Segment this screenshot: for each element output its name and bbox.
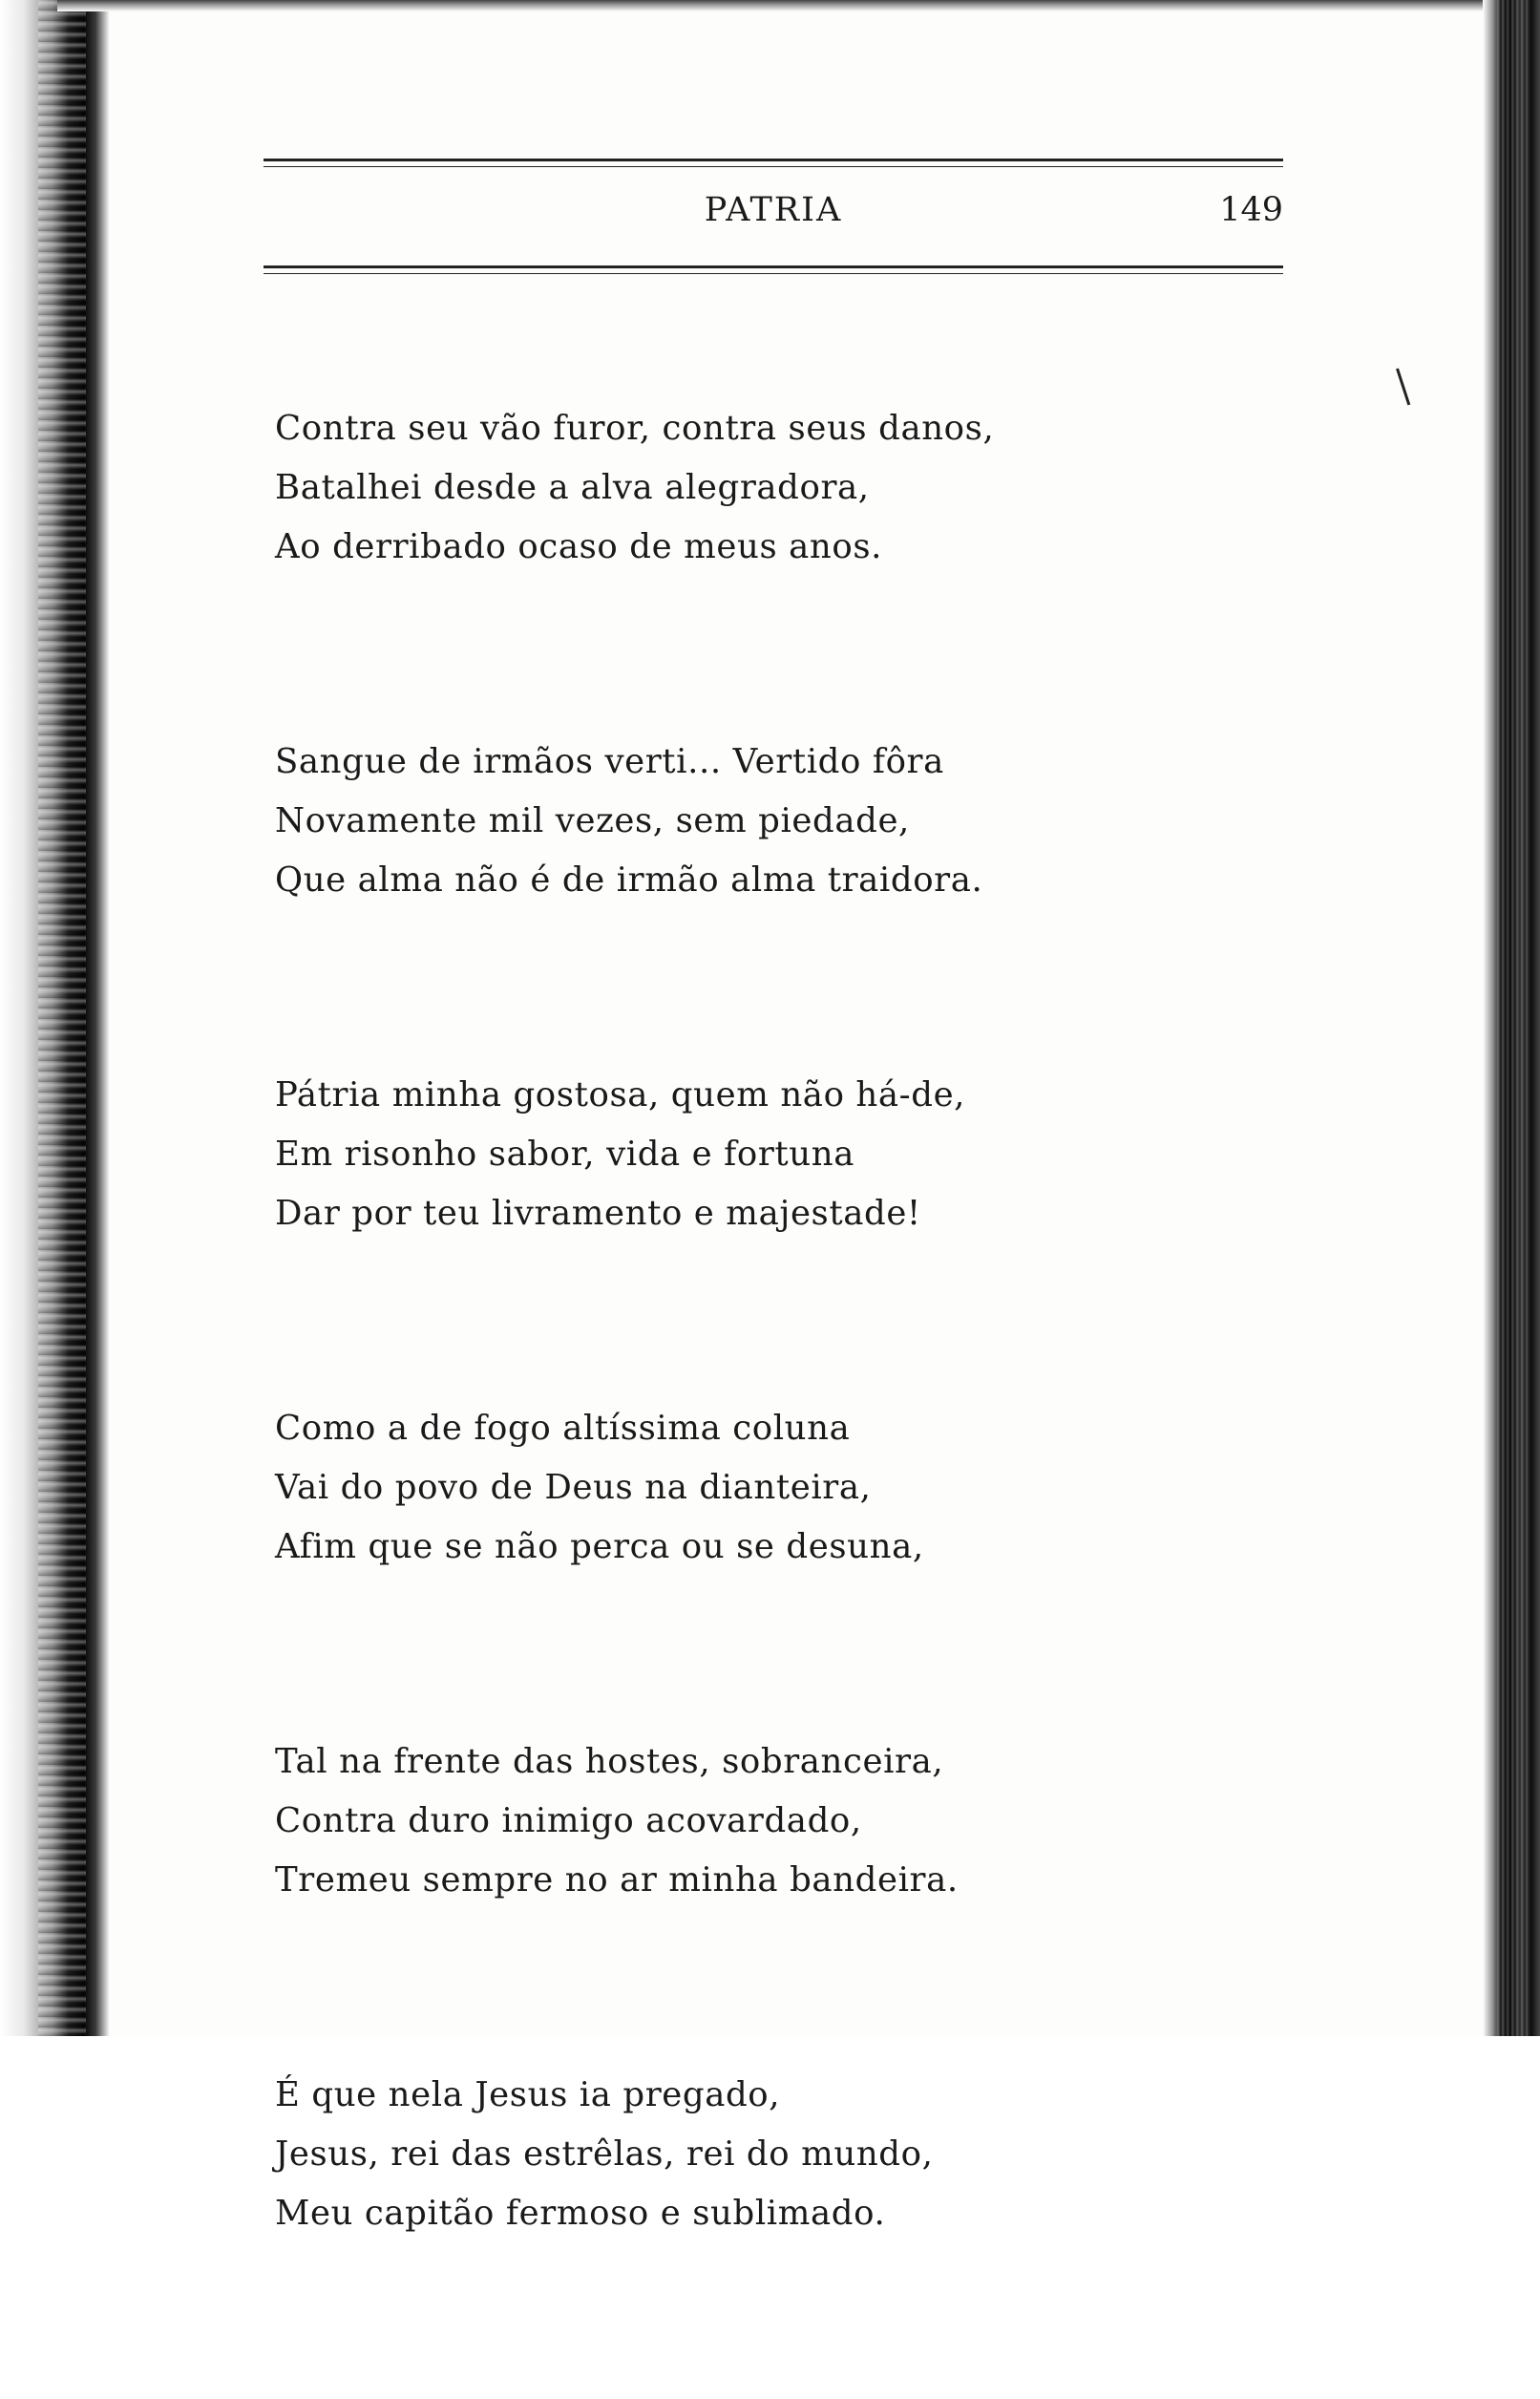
verse-line: Novamente mil vezes, sem piedade,	[275, 801, 910, 840]
verse-line: Que alma não é de irmão alma traidora.	[275, 860, 983, 900]
binding-texture	[38, 0, 86, 2036]
stanza	[275, 2066, 1230, 2243]
verse-line: Afim que se não perca ou se desuna,	[275, 1527, 924, 1566]
stanza	[275, 399, 1230, 577]
page-edge-texture	[1496, 0, 1530, 2036]
verse-line: Meu capitão fermoso e sublimado.	[275, 2194, 886, 2233]
verse-line: Vai do povo de Deus na dianteira,	[275, 1468, 872, 1507]
stanza	[275, 1399, 1230, 1577]
poem	[275, 399, 1230, 2399]
margin-mark	[1396, 367, 1416, 406]
verse-line: Tremeu sempre no ar minha bandeira.	[275, 1860, 959, 1900]
verse-line: Sangue de irmãos verti... Vertido fôra	[275, 742, 944, 781]
top-edge-shadow	[57, 0, 1489, 11]
verse-line: Batalhei desde a alva alegradora,	[275, 468, 870, 507]
verse-line: Como a de fogo altíssima coluna	[275, 1409, 851, 1448]
stanza	[275, 1066, 1230, 1243]
verse-line: Pátria minha gostosa, quem não há-de,	[275, 1075, 966, 1115]
header-rule-top	[264, 159, 1283, 167]
verse-line: É que nela Jesus ia pregado,	[275, 2075, 781, 2114]
running-title: PATRIA	[704, 191, 843, 229]
header-rule-bottom	[264, 265, 1283, 274]
verse-line: Dar por teu livramento e majestade!	[275, 1194, 921, 1233]
stanza	[275, 732, 1230, 910]
page-number: 149	[1219, 191, 1283, 229]
verse-line: Ao derribado ocaso de meus anos.	[275, 527, 883, 566]
verse-line: Jesus, rei das estrêlas, rei do mundo,	[275, 2134, 934, 2174]
verse-line: Contra duro inimigo acovardado,	[275, 1801, 862, 1840]
verse-line: Em risonho sabor, vida e fortuna	[275, 1135, 854, 1174]
verse-line: Tal na frente das hostes, sobranceira,	[275, 1742, 944, 1781]
verse-line: Contra seu vão furor, contra seus danos,	[275, 409, 995, 448]
stanza	[275, 1732, 1230, 1910]
